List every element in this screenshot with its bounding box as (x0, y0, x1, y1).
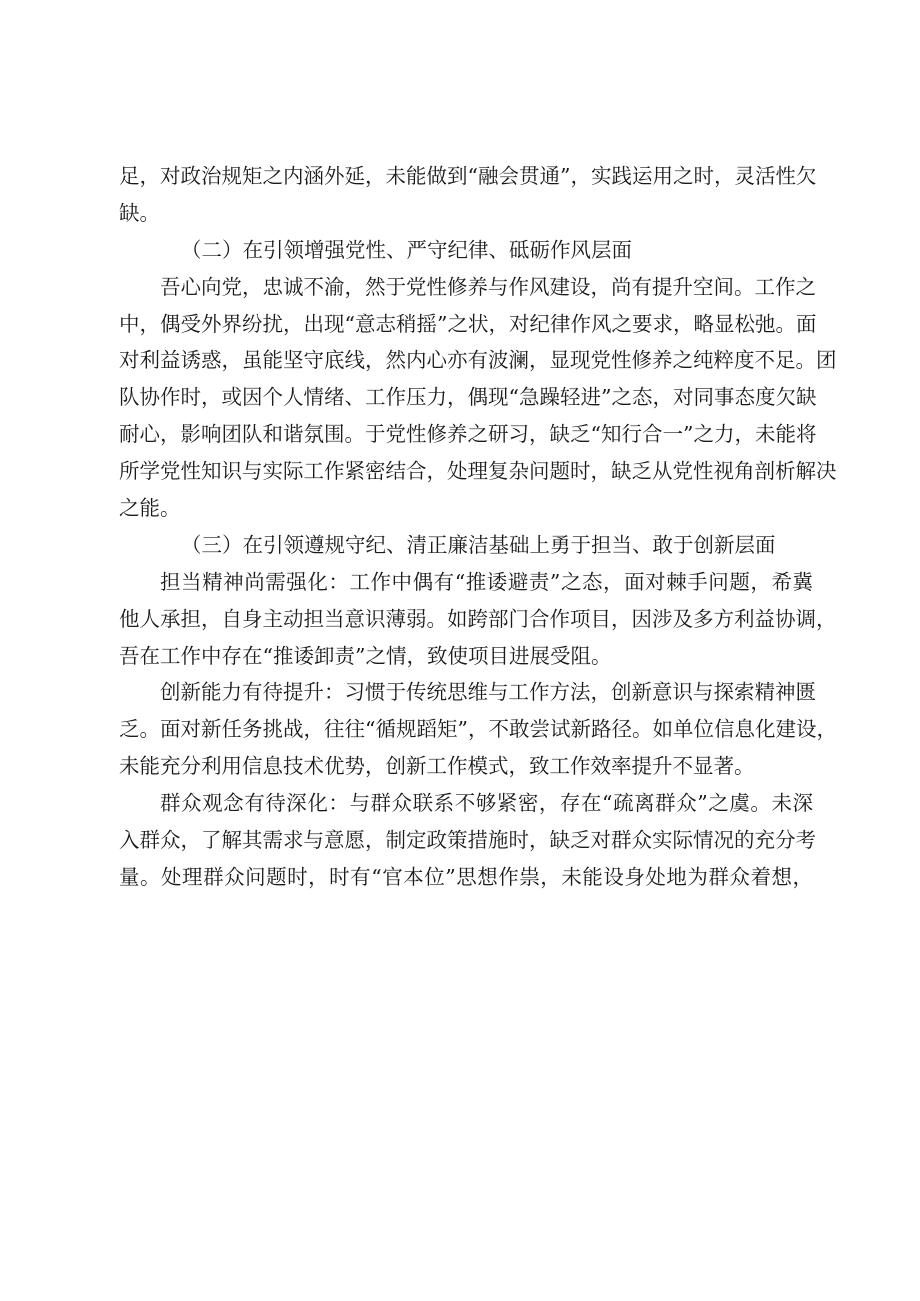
text-line: 足，对政治规矩之内涵外延，未能做到“融会贯通”，实践运用之时，灵活性欠 (119, 164, 817, 188)
section-heading-3 (119, 527, 813, 564)
heading-text: （二）在引领增强党性、严守纪律、砥砺作风层面 (181, 237, 632, 262)
text-line: 创新能力有待提升：习惯于传统思维与工作方法，创新意识与探索精神匮 (160, 680, 816, 705)
text-line: 所学党性知识与实际工作紧密结合，处理复杂问题时，缺乏从党性视角剖析解决 (119, 459, 837, 484)
text-line: 缺。 (119, 200, 160, 225)
text-line: 乏。面对新任务挑战，往往“循规蹈矩”，不敢尝试新路径。如单位信息化建设， (119, 717, 837, 742)
text-line: 之能。 (119, 496, 181, 521)
paragraph-continuation (119, 158, 817, 232)
paragraph-party-spirit (119, 269, 837, 527)
paragraph-responsibility (119, 564, 837, 675)
text-line: 群众观念有待深化：与群众联系不够紧密，存在“疏离群众”之虞。未深 (160, 791, 813, 816)
text-line: 吾在工作中存在“推诿卸责”之情，致使项目进展受阻。 (119, 643, 612, 668)
text-line: 队协作时，或因个人情绪、工作压力，偶现“急躁轻进”之态，对同事态度欠缺 (119, 385, 817, 410)
section-heading-2 (119, 232, 813, 269)
text-line: 担当精神尚需强化：工作中偶有“推诿避责”之态，面对棘手问题，希冀 (160, 569, 813, 594)
heading-text: （三）在引领遵规守纪、清正廉洁基础上勇于担当、敢于创新层面 (181, 532, 776, 557)
document-page (119, 158, 837, 896)
paragraph-innovation (119, 674, 837, 785)
text-line: 量。处理群众问题时，时有“官本位”思想作祟，未能设身处地为群众着想， (119, 864, 813, 889)
text-line: 耐心，影响团队和谐氛围。于党性修养之研习，缺乏“知行合一”之力，未能将 (119, 422, 817, 447)
text-line: 未能充分利用信息技术优势，创新工作模式，致工作效率提升不显著。 (119, 754, 755, 779)
text-line: 他人承担，自身主动担当意识薄弱。如跨部门合作项目，因涉及多方利益协调， (119, 606, 837, 631)
text-line: 吾心向党，忠诚不渝，然于党性修养与作风建设，尚有提升空间。工作之 (160, 274, 816, 299)
text-line: 对利益诱惑，虽能坚守底线，然内心亦有波澜，显现党性修养之纯粹度不足。团 (119, 348, 837, 373)
text-line: 入群众，了解其需求与意愿，制定政策措施时，缺乏对群众实际情况的充分考 (119, 828, 816, 853)
paragraph-mass-line (119, 785, 816, 896)
text-line: 中，偶受外界纷扰，出现“意志稍摇”之状，对纪律作风之要求，略显松弛。面 (119, 311, 817, 336)
